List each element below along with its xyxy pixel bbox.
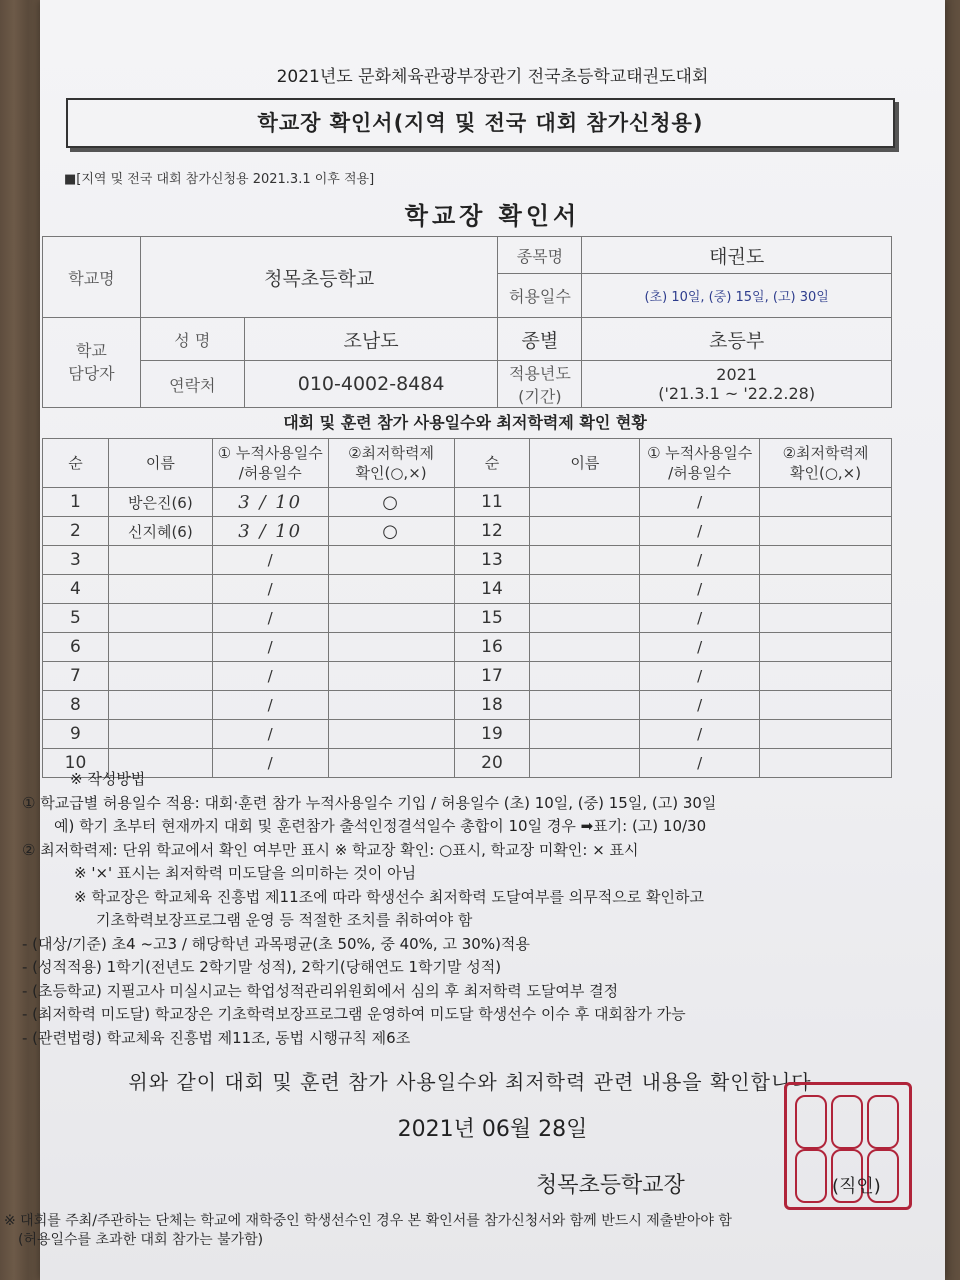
roster-row <box>43 604 892 633</box>
row-name-left: 방은진(6) <box>108 488 212 517</box>
row-no-left: 10 <box>43 749 109 778</box>
allowed-days-value: (초) 10일, (중) 15일, (고) 30일 <box>582 274 892 318</box>
row-name-right <box>530 488 640 517</box>
row-check-left <box>328 604 454 633</box>
sport-value: 태권도 <box>582 237 892 274</box>
row-check-right <box>760 546 892 575</box>
signer-name: 청목초등학교장 <box>536 1173 685 1198</box>
row-name-right <box>530 546 640 575</box>
document-page <box>4 0 945 1280</box>
roster-row <box>43 488 892 517</box>
row-days-right: / <box>640 488 760 517</box>
note-line: ① 학교급별 허용일수 적용: 대회·훈련 참가 누적사용일수 기입 / 허용일수 (초) 10일, (중) 15일, (고) 30일 <box>22 793 717 812</box>
row-days-left: / <box>212 662 328 691</box>
col-check-left-line-1: ②최저학력제 <box>348 444 435 462</box>
roster-body <box>43 488 892 778</box>
row-days-right: / <box>640 546 760 575</box>
row-check-left <box>328 575 454 604</box>
note-line: - (최저학력 미도달) 학교장은 기초학력보장프로그램 운영하여 미도달 학생선수 이수 후 대회참가 가능 <box>22 1005 686 1023</box>
name-value: 조남도 <box>244 318 498 361</box>
row-check-right <box>760 517 892 546</box>
row-name-right <box>530 720 640 749</box>
row-days-left: / <box>212 633 328 662</box>
row-check-left <box>328 633 454 662</box>
note-line: ② 최저학력제: 단위 학교에서 확인 여부만 표시 ※ 학교장 확인: ○표시, 학교장 미확인: × 표시 <box>22 840 639 859</box>
row-check-right <box>760 488 892 517</box>
row-name-right <box>530 633 640 662</box>
row-check-left <box>328 662 454 691</box>
roster-row <box>43 662 892 691</box>
row-name-right <box>530 575 640 604</box>
row-no-left: 5 <box>43 604 109 633</box>
section-title: 대회 및 훈련 참가 사용일수와 최저학력제 확인 현황 <box>283 413 647 432</box>
row-days-right: / <box>640 749 760 778</box>
footer-line: ※ 대회를 주최/주관하는 단체는 학교에 재학중인 학생선수인 경우 본 확인서를 참가신청서와 함께 반드시 제출받아야 함 <box>4 1213 732 1229</box>
row-no-left: 4 <box>43 575 109 604</box>
row-no-right: 11 <box>454 488 530 517</box>
note-line: - (대상/기준) 초4 ~고3 / 해당학년 과목평균(초 50%, 중 40%, 고 30%)적용 <box>22 934 530 953</box>
year-label-line-2: (기간) <box>518 387 562 406</box>
writing-instructions <box>10 768 910 1050</box>
row-check-right <box>760 662 892 691</box>
col-days-right-line-2: /허용일수 <box>668 464 732 482</box>
year-value-line-2: ('21.3.1 ~ '22.2.28) <box>658 384 816 403</box>
row-no-right: 14 <box>454 575 530 604</box>
row-check-left <box>328 720 454 749</box>
note-line: - (초등학교) 지필고사 미실시교는 학업성적관리위원회에서 심의 후 최저학력 도달여부 결정 <box>22 981 619 1000</box>
col-days-left <box>212 439 328 488</box>
row-name-left <box>108 604 212 633</box>
row-check-right <box>760 691 892 720</box>
sub-note: ■[지역 및 전국 대회 참가신청용 2021.3.1 이후 적용] <box>64 172 375 187</box>
row-days-left: / <box>212 575 328 604</box>
row-days-right: / <box>640 633 760 662</box>
row-check-right <box>760 575 892 604</box>
row-name-left <box>108 720 212 749</box>
col-name-left: 이름 <box>108 439 212 488</box>
row-days-left: 3 / 10 <box>212 517 328 546</box>
event-title: 2021년도 문화체육관광부장관기 전국초등학교태권도대회 <box>276 67 709 87</box>
contact-value: 010-4002-8484 <box>244 361 498 408</box>
roster-row <box>43 633 892 662</box>
row-no-right: 18 <box>454 691 530 720</box>
col-days-left-line-1: ① 누적사용일수 <box>217 444 323 462</box>
note-line: 예) 학기 초부터 현재까지 대회 및 훈련참가 출석인정결석일수 총합이 10일 경우 ➡표기: (고) 10/30 <box>54 817 707 835</box>
manager-label-top: 학교 <box>43 318 141 361</box>
year-label-line-1: 적용년도 <box>508 364 571 383</box>
row-no-left: 9 <box>43 720 109 749</box>
footer-note <box>4 1212 904 1250</box>
row-check-left <box>328 546 454 575</box>
row-no-left: 7 <box>43 662 109 691</box>
roster-row <box>43 517 892 546</box>
note-line: 기초학력보장프로그램 운영 등 적절한 조치를 취하여야 함 <box>96 911 473 929</box>
division-label: 종별 <box>498 318 582 361</box>
col-days-right-line-1: ① 누적사용일수 <box>647 444 753 462</box>
row-days-right: / <box>640 604 760 633</box>
row-days-right: / <box>640 575 760 604</box>
contact-label: 연락처 <box>140 361 244 408</box>
row-name-left <box>108 575 212 604</box>
sport-label: 종목명 <box>498 237 582 274</box>
row-days-left: 3 / 10 <box>212 488 328 517</box>
note-line: - (관련법령) 학교체육 진흥법 제11조, 동법 시행규칙 제6조 <box>22 1028 411 1047</box>
col-days-left-line-2: /허용일수 <box>238 464 302 482</box>
main-title: 학교장 확인서 <box>404 202 581 230</box>
note-line: ※ 학교장은 학교체육 진흥법 제11조에 따라 학생선수 최저학력 도달여부를 의무적으로 확인하고 <box>74 887 704 906</box>
row-name-left <box>108 662 212 691</box>
roster-header-row <box>43 439 892 488</box>
col-check-left <box>328 439 454 488</box>
row-days-right: / <box>640 517 760 546</box>
division-value: 초등부 <box>582 318 892 361</box>
row-check-right <box>760 633 892 662</box>
col-check-right <box>760 439 892 488</box>
row-no-right: 13 <box>454 546 530 575</box>
name-label: 성 명 <box>140 318 244 361</box>
row-no-left: 6 <box>43 633 109 662</box>
row-check-left: ○ <box>328 488 454 517</box>
row-name-right <box>530 691 640 720</box>
school-info-table <box>42 236 892 408</box>
footer-line: (허용일수를 초과한 대회 참가는 불가함) <box>18 1232 264 1248</box>
allowed-days-label: 허용일수 <box>498 274 582 318</box>
row-no-right: 16 <box>454 633 530 662</box>
row-check-right <box>760 604 892 633</box>
confirmation-statement: 위와 같이 대회 및 훈련 참가 사용일수와 최저학력 관련 내용을 확인합니다 <box>128 1070 812 1094</box>
note-line: - (성적적용) 1학기(전년도 2학기말 성적), 2학기(당해연도 1학기말 성적) <box>22 958 502 976</box>
roster-row <box>43 546 892 575</box>
row-no-left: 2 <box>43 517 109 546</box>
row-days-left: / <box>212 749 328 778</box>
row-name-left: 신지혜(6) <box>108 517 212 546</box>
row-name-right <box>530 604 640 633</box>
row-days-left: / <box>212 720 328 749</box>
year-label <box>498 361 582 408</box>
col-days-right <box>640 439 760 488</box>
roster-row <box>43 691 892 720</box>
roster-row <box>43 720 892 749</box>
col-name-right: 이름 <box>530 439 640 488</box>
row-no-right: 17 <box>454 662 530 691</box>
row-check-left <box>328 691 454 720</box>
roster-row <box>43 575 892 604</box>
row-days-left: / <box>212 604 328 633</box>
row-days-left: / <box>212 546 328 575</box>
manager-label-bottom: 담당자 <box>43 361 141 408</box>
row-days-right: / <box>640 720 760 749</box>
col-check-right-line-2: 확인(○,×) <box>789 464 862 482</box>
year-value <box>582 361 892 408</box>
row-no-left: 3 <box>43 546 109 575</box>
form-box-title: 학교장 확인서(지역 및 전국 대회 참가신청용) <box>66 98 895 148</box>
row-name-right <box>530 662 640 691</box>
roster-table <box>42 438 892 778</box>
col-no-left: 순 <box>43 439 109 488</box>
row-no-right: 12 <box>454 517 530 546</box>
row-days-right: / <box>640 662 760 691</box>
row-name-left <box>108 546 212 575</box>
row-check-left: ○ <box>328 517 454 546</box>
school-value: 청목초등학교 <box>140 237 498 318</box>
note-line: ※ 작성방법 <box>70 770 146 788</box>
row-name-left <box>108 691 212 720</box>
issue-date: 2021년 06월 28일 <box>397 1117 588 1142</box>
col-check-right-line-1: ②최저학력제 <box>782 444 869 462</box>
row-name-left <box>108 633 212 662</box>
year-value-line-1: 2021 <box>716 365 758 384</box>
row-no-left: 1 <box>43 488 109 517</box>
col-check-left-line-2: 확인(○,×) <box>355 464 427 482</box>
school-label: 학교명 <box>43 237 141 318</box>
row-no-right: 20 <box>454 749 530 778</box>
note-line: ※ '×' 표시는 최저학력 미도달을 의미하는 것이 아님 <box>74 864 417 882</box>
row-no-left: 8 <box>43 691 109 720</box>
row-no-right: 15 <box>454 604 530 633</box>
row-name-right <box>530 517 640 546</box>
row-days-right: / <box>640 691 760 720</box>
row-check-right <box>760 720 892 749</box>
col-no-right: 순 <box>454 439 530 488</box>
seal-label: (직인) <box>832 1176 881 1197</box>
row-days-left: / <box>212 691 328 720</box>
row-no-right: 19 <box>454 720 530 749</box>
